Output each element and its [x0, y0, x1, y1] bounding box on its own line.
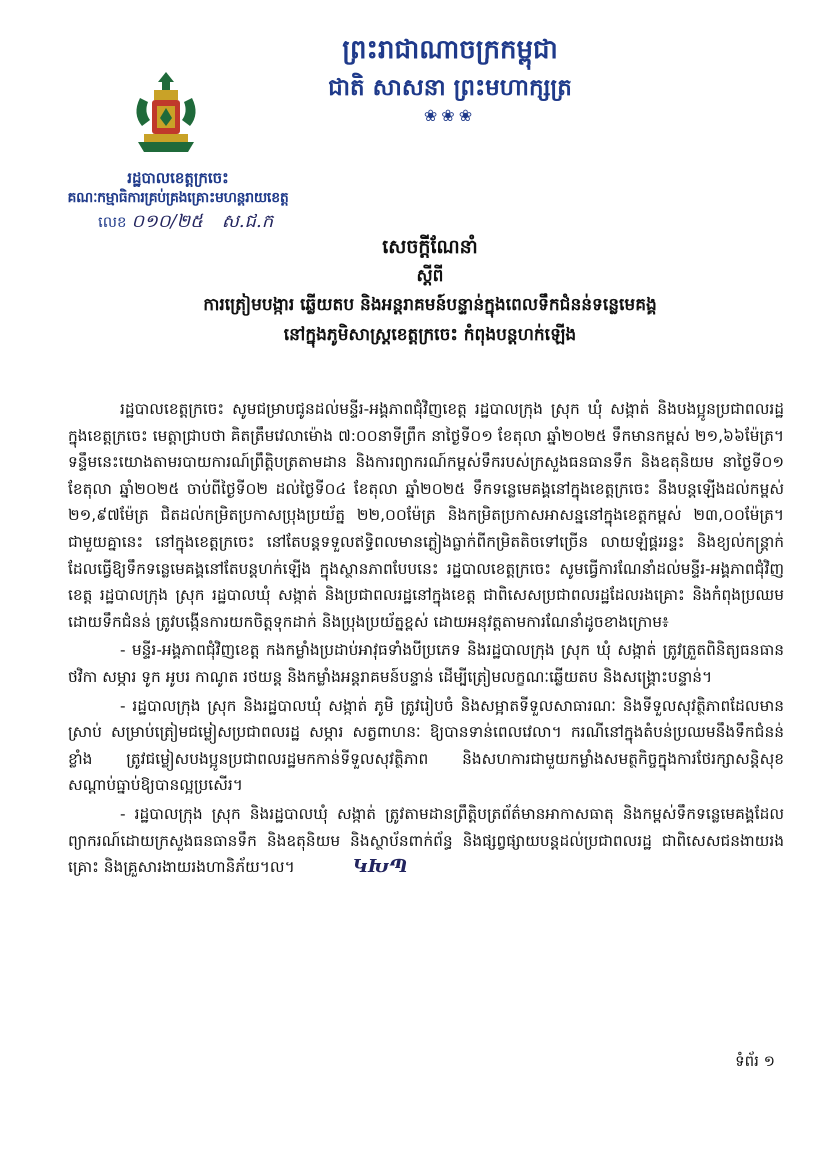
issuer-block — [8, 168, 348, 234]
kingdom-title: ព្រះរាជាណាចក្រកម្ពុជា — [342, 35, 558, 65]
instruction-item-text: - រដ្ឋបាលក្រុង ស្រុក និងរដ្ឋបាលឃុំ សង្កាត់ ត្រូវតាមដានព្រឹត្តិបត្រព័ត៌មានអាកាសធាតុ និងកម្ពស់ទឹកទន្លេមេគង្គដែលព្យាករណ៍ដោយក្រសួងធនធានទឹក និងឧតុនិយម និងស្ថាប័នពាក់ព័ន្ធ និងផ្សព្វផ្សាយបន្តដល់ប្រជាពលរដ្ឋ ជាពិសេសជនងាយរងគ្រោះ និងគ្រួសារងាយរងហានិភ័យ។ល។ — [68, 804, 784, 877]
kingdom-header — [280, 30, 620, 126]
provincial-emblem-icon — [130, 68, 202, 156]
document-about: ស្តីពី — [416, 266, 444, 286]
instruction-item: - មន្ទីរ-អង្គភាពជុំវិញខេត្ត កងកម្លាំងប្រដាប់អាវុធទាំងបីប្រភេទ និងរដ្ឋបាលក្រុង ស្រុក ឃុំ សង្កាត់ ត្រូវត្រួតពិនិត្យធនធានថវិកា សម្ភារ ទូក អូបរ កាណូត រថយន្ត និងកម្លាំងអន្តរាគមន៍បន្ទាន់ ដើម្បីត្រៀមលក្ខណៈឆ្លើយតប និងសង្គ្រោះបន្ទាន់។ — [68, 641, 784, 686]
header-separator: ❀❀❀ — [423, 106, 477, 125]
intro-paragraph: រដ្ឋបាលខេត្តក្រចេះ សូមជម្រាបជូនដល់មន្ទីរ-អង្គភាពជុំវិញខេត្ត រដ្ឋបាលក្រុង ស្រុក ឃុំ សង្កាត់ និងបងប្អូនប្រជាពលរដ្ឋក្នុងខេត្តក្រចេះ មេត្តាជ្រាបថា គិតត្រឹមវេលាម៉ោង ៧:០០នាទីព្រឹក នាថ្ងៃទី០១ ខែតុលា ឆ្នាំ២០២៥ ទឹកមានកម្ពស់ ២១,៦៦ម៉ែត្រ។ ទន្ទឹមនេះយោងតាមរបាយការណ៍ព្រឹត្តិបត្រតាមដាន និងការព្យាករណ៍កម្ពស់ទឹករបស់ក្រសួងធនធានទឹក និងឧតុនិយម នាថ្ងៃទី០១ ខែតុលា ឆ្នាំ២០២៥ ចាប់ពីថ្ងៃទី០២ ដល់ថ្ងៃទី០៤ ខែតុលា ឆ្នាំ២០២៥ ទឹកទន្លេមេគង្គនៅក្នុងខេត្តក្រចេះ នឹងបន្តឡើងដល់កម្ពស់ ២១,៩៧ម៉ែត្រ ជិតដល់កម្រិតប្រកាសប្រុងប្រយ័ត្ន ២២,០០ម៉ែត្រ និងកម្រិតប្រកាសអាសន្ននៅក្នុងខេត្តកម្ពស់ ២៣,០០ម៉ែត្រ។ ជាមួយគ្នានេះ នៅក្នុងខេត្តក្រចេះ នៅតែបន្តទទួលឥទ្ធិពលមានភ្លៀងធ្លាក់ពីកម្រិតតិចទៅច្រើន លាយឡំផ្គររន្ទះ និងខ្យល់កន្ត្រាក់ ដែលធ្វើឱ្យទឹកទន្លេមេគង្គនៅតែបន្តហក់ឡើង ក្នុងស្ថានភាពបែបនេះ រដ្ឋបាលខេត្តក្រចេះ សូមធ្វើការណែនាំដល់មន្ទីរ-អង្គភាពជុំវិញខេត្ត រដ្ឋបាលក្រុង ស្រុក រដ្ឋបាលឃុំ សង្កាត់ និងប្រជាពលរដ្ឋនៅក្នុងខេត្ត ជាពិសេសប្រជាពលរដ្ឋដែលរងគ្រោះ និងកំពុងប្រឈមដោយទឹកជំនន់ ត្រូវបង្កើនការយកចិត្តទុកដាក់ និងប្រុងប្រយ័ត្នខ្ពស់ ដោយអនុវត្តតាមការណែនាំដូចខាងក្រោម៖ — [68, 400, 784, 631]
instruction-item: - រដ្ឋបាលក្រុង ស្រុក និងរដ្ឋបាលឃុំ សង្កាត់ ភូមិ ត្រូវរៀបចំ និងសម្អាតទីទួលសាធារណៈ និងទីទួលសុវត្ថិភាពដែលមានស្រាប់ សម្រាប់ត្រៀមជម្លៀសប្រជាពលរដ្ឋ សម្ភារ សត្វពាហនៈ ឱ្យបានទាន់ពេលវេលា។ ករណីនៅក្នុងតំបន់ប្រឈមនឹងទឹកជំនន់ខ្លាំង ត្រូវជម្លៀសបងប្អូនប្រជាពលរដ្ឋមកកាន់ទីទួលសុវត្ថិភាព និងសហការជាមួយកម្លាំងសមត្ថកិច្ចក្នុងការថែរក្សាសន្តិសុខសណ្តាប់ធ្នាប់ឱ្យបានល្អប្រសើរ។ — [68, 696, 784, 795]
reference-number — [8, 210, 348, 234]
subject-line-2: នៅក្នុងភូមិសាស្ត្រខេត្តក្រចេះ កំពុងបន្តហក់ឡើង — [283, 325, 577, 345]
page-number: ទំព័រ ១ — [735, 1052, 775, 1070]
instruction-item — [68, 801, 784, 881]
subject-line-1: ការត្រៀមបង្ការ ឆ្លើយតប និងអន្តរាគមន៍បន្ទាន់ក្នុងពេលទឹកជំនន់ទន្លេមេគង្គ — [203, 295, 657, 315]
issuer-office: រដ្ឋបាលខេត្តក្រចេះ — [127, 169, 229, 187]
document-title-block — [80, 232, 780, 350]
issuer-committee: គណៈកម្មាធិការគ្រប់គ្រងគ្រោះមហន្តរាយខេត្ត — [67, 190, 289, 206]
document-body — [68, 396, 784, 881]
ref-suffix: ស.ជ.ក — [221, 211, 274, 232]
ref-prefix: លេខ — [98, 213, 127, 231]
handwritten-initials: ԿԽՊ — [352, 856, 408, 878]
document-type: សេចក្តីណែនាំ — [382, 236, 478, 258]
ref-number: ០១០/២៥ — [131, 211, 203, 232]
kingdom-motto: ជាតិ សាសនា ព្រះមហាក្សត្រ — [328, 75, 572, 101]
